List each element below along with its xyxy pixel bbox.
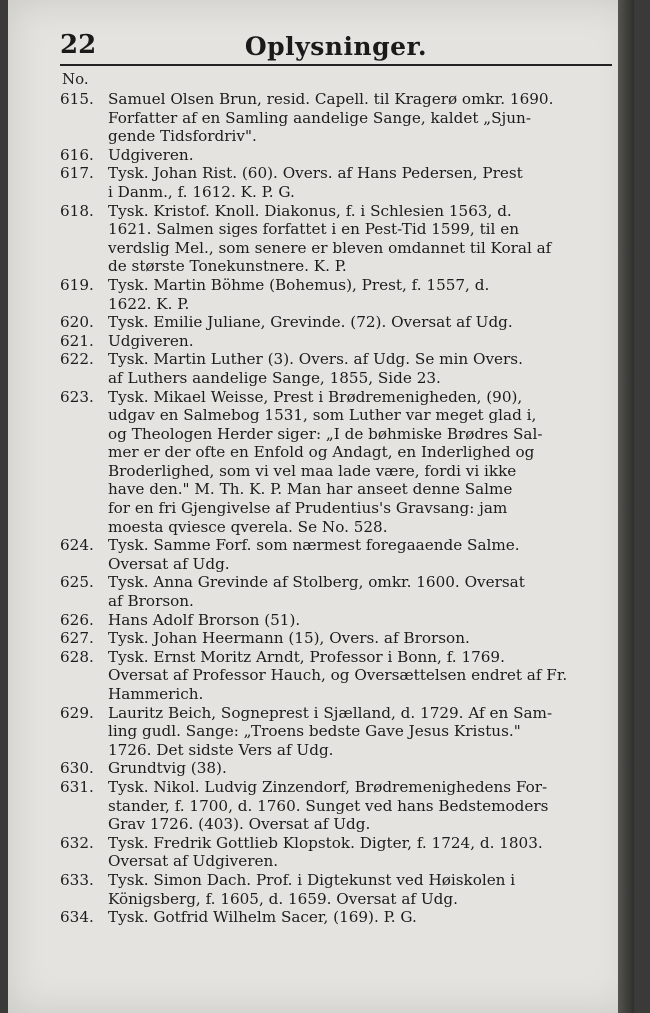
entry-text-line: Oversat af Professor Hauch, og Oversættelsen endret af Fr. (108, 666, 568, 685)
note-entry (60, 90, 612, 146)
notes-list (60, 90, 612, 927)
entry-text-line: verdslig Mel., som senere er bleven omdannet til Koral af (108, 238, 552, 257)
entry-text-line: og Theologen Herder siger: „I de bøhmiske Brødres Sal- (108, 424, 543, 443)
entry-text-line: Tysk. Fredrik Gottlieb Klopstok. Digter, f. 1724, d. 1803. (108, 833, 543, 852)
entry-number: 627. (60, 629, 94, 648)
note-entry (60, 536, 612, 573)
entry-number: 625. (60, 573, 94, 592)
entry-text-line: Tysk. Simon Dach. Prof. i Digtekunst ved Høiskolen i (108, 870, 516, 889)
entry-text-line: Lauritz Beich, Sogneprest i Sjælland, d. 1729. Af en Sam- (108, 703, 553, 722)
entry-text-line: Udgiveren. (108, 331, 194, 350)
entry-text-line: af Brorson. (108, 592, 194, 611)
entry-number: 633. (60, 870, 94, 889)
entry-number: 630. (60, 759, 94, 778)
entry-number: 626. (60, 610, 94, 629)
entry-text-line: Tysk. Johan Heermann (15), Overs. af Brorson. (108, 629, 470, 648)
page-title: Oplysninger. (244, 32, 428, 61)
entry-number: 619. (60, 275, 94, 294)
entry-text-line: mer er der ofte en Enfold og Andagt, en Inderlighed og (108, 443, 535, 462)
entry-text-line: Tysk. Anna Grevinde af Stolberg, omkr. 1600. Oversat (108, 573, 525, 592)
entry-text-line: Tysk. Kristof. Knoll. Diakonus, f. i Schlesien 1563, d. (108, 201, 512, 220)
entry-text-line: 1622. K. P. (108, 294, 190, 313)
entry-text-line: Tysk. Martin Böhme (Bohemus), Prest, f. 1557, d. (108, 275, 490, 294)
entry-number: 632. (60, 833, 94, 852)
note-entry (60, 908, 612, 927)
note-entry (60, 146, 612, 165)
note-entry (60, 871, 612, 908)
note-entry (60, 611, 612, 630)
number-column-label: No. (62, 70, 89, 88)
entry-number: 629. (60, 703, 94, 722)
entry-text-line: Tysk. Nikol. Ludvig Zinzendorf, Brødremenighedens For- (108, 777, 548, 796)
page-number: 22 (60, 30, 97, 60)
entry-text-line: Hans Adolf Brorson (51). (108, 610, 301, 629)
entry-number: 618. (60, 201, 94, 220)
entry-text-line: Udgiveren. (108, 145, 194, 164)
entry-text-line: 1621. Salmen siges forfattet i en Pest-Tid 1599, til en (108, 220, 519, 239)
entry-text-line: Broderlighed, som vi vel maa lade være, fordi vi ikke (108, 461, 517, 480)
entry-text-line: Grundtvig (38). (108, 759, 227, 778)
note-entry (60, 704, 612, 760)
note-entry (60, 350, 612, 387)
note-entry (60, 778, 612, 834)
entry-text-line: Oversat af Udgiveren. (108, 852, 279, 871)
entry-number: 615. (60, 90, 94, 108)
entry-text-line: Tysk. Ernst Moritz Arndt, Professor i Bonn, f. 1769. (108, 647, 505, 666)
note-entry (60, 759, 612, 778)
entry-text-line: af Luthers aandelige Sange, 1855, Side 23. (108, 368, 441, 387)
entry-number: 616. (60, 145, 94, 164)
entry-text-line: stander, f. 1700, d. 1760. Sunget ved hans Bedstemoders (108, 796, 549, 815)
entry-number: 617. (60, 164, 94, 183)
entry-text-line: for en fri Gjengivelse af Prudentius's Gravsang: jam (108, 499, 508, 518)
entry-text-line: Tysk. Martin Luther (3). Overs. af Udg. Se min Overs. (108, 350, 523, 369)
note-entry (60, 629, 612, 648)
entry-text-line: ling gudl. Sange: „Troens bedste Gave Jesus Kristus." (108, 722, 521, 741)
entry-text-line: Samuel Olsen Brun, resid. Capell. til Kragerø omkr. 1690. (108, 90, 554, 108)
entry-text-line: Tysk. Emilie Juliane, Grevinde. (72). Oversat af Udg. (108, 313, 513, 332)
entry-text-line: 1726. Det sidste Vers af Udg. (108, 740, 334, 759)
note-entry (60, 313, 612, 332)
entry-number: 624. (60, 536, 94, 555)
entry-text-line: Hammerich. (108, 685, 204, 703)
entry-number: 628. (60, 647, 94, 666)
entry-text-line: moesta qviesce qverela. Se No. 528. (108, 517, 388, 536)
entry-text-line: Tysk. Samme Forf. som nærmest foregaaende Salme. (108, 536, 520, 555)
page-edge-shadow (618, 0, 634, 1013)
note-entry (60, 164, 612, 201)
note-entry (60, 388, 612, 537)
entry-text-line: udgav en Salmebog 1531, som Luther var meget glad i, (108, 406, 537, 425)
note-entry (60, 332, 612, 351)
entry-number: 623. (60, 387, 94, 406)
entry-text-line: Oversat af Udg. (108, 554, 230, 573)
entry-number: 622. (60, 350, 94, 369)
entry-text-line: de største Tonekunstnere. K. P. (108, 257, 347, 276)
entry-text-line: Tysk. Gotfrid Wilhelm Sacer, (169). P. G. (108, 908, 417, 927)
entry-text-line: i Danm., f. 1612. K. P. G. (108, 182, 295, 201)
entry-number: 620. (60, 313, 94, 332)
entry-text-line: Grav 1726. (403). Oversat af Udg. (108, 815, 371, 834)
page-header (60, 30, 612, 66)
note-entry (60, 648, 612, 704)
entry-text-line: Königsberg, f. 1605, d. 1659. Oversat af Udg. (108, 889, 458, 908)
entry-text-line: Tysk. Johan Rist. (60). Overs. af Hans Pedersen, Prest (108, 164, 523, 183)
entry-text-line: Forfatter af en Samling aandelige Sange, kaldet „Sjun- (108, 108, 531, 127)
entry-text-line: gende Tidsfordriv". (108, 127, 257, 146)
note-entry (60, 276, 612, 313)
entry-text-line: have den." M. Th. K. P. Man har anseet denne Salme (108, 480, 513, 499)
note-entry (60, 834, 612, 871)
note-entry (60, 202, 612, 276)
entry-number: 631. (60, 777, 94, 796)
note-entry (60, 573, 612, 610)
entry-text-line: Tysk. Mikael Weisse, Prest i Brødremenigheden, (90), (108, 387, 523, 406)
entry-number: 621. (60, 331, 94, 350)
entry-number: 634. (60, 908, 94, 927)
